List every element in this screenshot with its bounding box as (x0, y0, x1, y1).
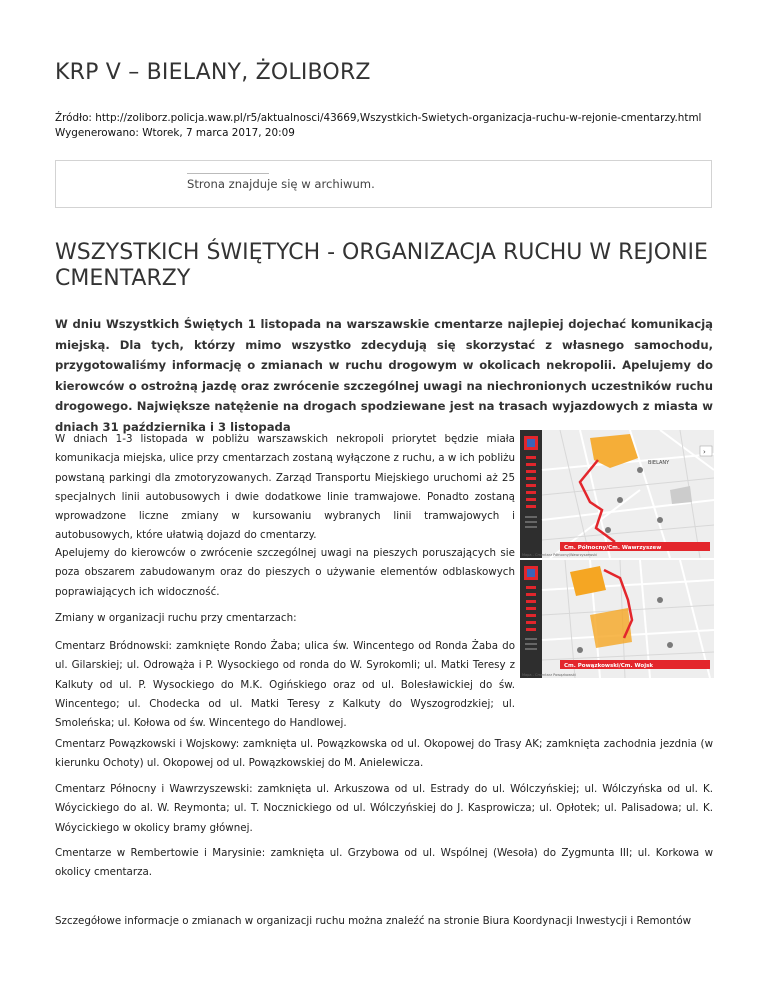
site-title: KRP V – BIELANY, ŻOLIBORZ (55, 60, 371, 85)
article-lead: W dniu Wszystkich Świętych 1 listopada na warszawskie cmentarze najlepiej dojechać komunikacją miejską. Dla tych, którzy mimo wszystko zdecydują się skorzystać z własnego samochodu, przygotowaliśmy informację o zmianach w ruchu drogowym w okolicach nekropolii. Apelujemy do kierowców o ostrożną jazdę oraz zwrócenie szczególnej uwagi na niechronionych uczestników ruchu drogowego. Największe natężenie na drogach spodziewane jest na trasach wyjazdowych z miasta w dniach 31 października i 3 listopada (55, 317, 713, 434)
paragraph-7: Cmentarze w Rembertowie i Marysinie: zamknięta ul. Grzybowa od ul. Wspólnej (Wesoła) do Zygmunta III; ul. Korkowa w okolicy cmentarza. (55, 847, 713, 879)
paragraph-5: Cmentarz Powązkowski i Wojskowy: zamknięta ul. Powązkowska od ul. Okopowej do Trasy AK; zamknięta zachodnia jezdnia (w kierunku Ochoty) ul. Okopowej od ul. Powązkowskiej do M. Anielewicza. (55, 738, 713, 770)
map-north-graphic (520, 430, 714, 558)
paragraph-6: Cmentarz Północny i Wawrzyszewski: zamknięta ul. Arkuszowa od ul. Estrady do ul. Wólczyńskiej; ul. Wólczyńska od ul. K. Wóycickiego do al. W. Reymonta; ul. T. Nocznickiego od ul. Wólczyńskiej do J. Kasprowicza; ul. Opłotek; ul. Palisadowa; ul. K. Wóycickiego w okolicy bramy głównej. (55, 783, 713, 834)
document-meta (55, 111, 701, 141)
map-north-caption: Mapa - Cmentarz Północny/Wawrzyszewski (522, 553, 598, 557)
map-north-label: Cm. Północny/Cm. Wawrzyszew (564, 545, 662, 551)
map-powazki-graphic (520, 560, 714, 678)
paragraph-1: W dniach 1-3 listopada w pobliżu warszawskich nekropoli priorytet będzie miała komunikacja miejska, ulice przy cmentarzach zostaną wyłączone z ruchu, a w ich pobliżu powstaną parkingi dla zmotoryzowanych. Zarząd Transportu Miejskiego uruchomi aż 25 specjalnych linii autobusowych i dwie dodatkowe linie tramwajowe. Ponadto zostaną wprowadzone liczne zmiany w kursowaniu wybranych linii tramwajowych i autobusowych, które ułatwią dojazd do cmentarzy. (55, 433, 515, 542)
source-line: Źródło: http://zoliborz.policja.waw.pl/r5/aktualnosci/43669,Wszystkich-Swietych-organizacja-ruchu-w-rejonie-cmentarzy.html (55, 112, 702, 124)
map-images (520, 430, 714, 678)
generated-line: Wygenerowano: Wtorek, 7 marca 2017, 20:09 (55, 127, 295, 139)
map-powazki-label: Cm. Powązkowski/Cm. Wojsk (564, 663, 654, 669)
paragraph-2: Apelujemy do kierowców o zwrócenie szczególnej uwagi na pieszych poruszających sie poza obszarem zabudowanym oraz do pieszych o używanie elementów odblaskowych poprawiających ich widoczność. (55, 547, 515, 598)
archive-divider (187, 173, 269, 174)
map-district-label: BIELANY (648, 460, 670, 466)
map-powazki-caption: Mapa - Cmentarz Powązkowski (522, 673, 576, 677)
paragraph-3: Zmiany w organizacji ruchu przy cmentarzach: (55, 612, 297, 624)
svg-text:›: › (703, 448, 706, 456)
article-title: WSZYSTKICH ŚWIĘTYCH - ORGANIZACJA RUCHU W REJONIE CMENTARZY (55, 240, 708, 291)
paragraph-8: Szczegółowe informacje o zmianach w organizacji ruchu można znaleźć na stronie Biura Koordynacji Inwestycji i Remontów (55, 915, 692, 927)
archive-text: Strona znajduje się w archiwum. (187, 177, 375, 191)
archive-notice (55, 160, 712, 208)
map-powazki-cemetery (520, 560, 714, 678)
paragraph-4: Cmentarz Bródnowski: zamknięte Rondo Żaba; ulica św. Wincentego od Ronda Żaba do ul. Gilarskiej; ul. Odrowąża i P. Wysockiego od ronda do W. Syrokomli; ul. Matki Teresy z Kalkuty od ul. P. Wysockiego do M.K. Ogińskiego oraz od ul. Bolesławickiej do św. Wincentego; ul. Chodecka od ul. Matki Teresy z Kalkuty do Wyszogrodzkiej; ul. Smoleńska; ul. Kołowa od św. Wincentego do Handlowej. (55, 640, 515, 730)
map-north-cemetery (520, 430, 714, 558)
